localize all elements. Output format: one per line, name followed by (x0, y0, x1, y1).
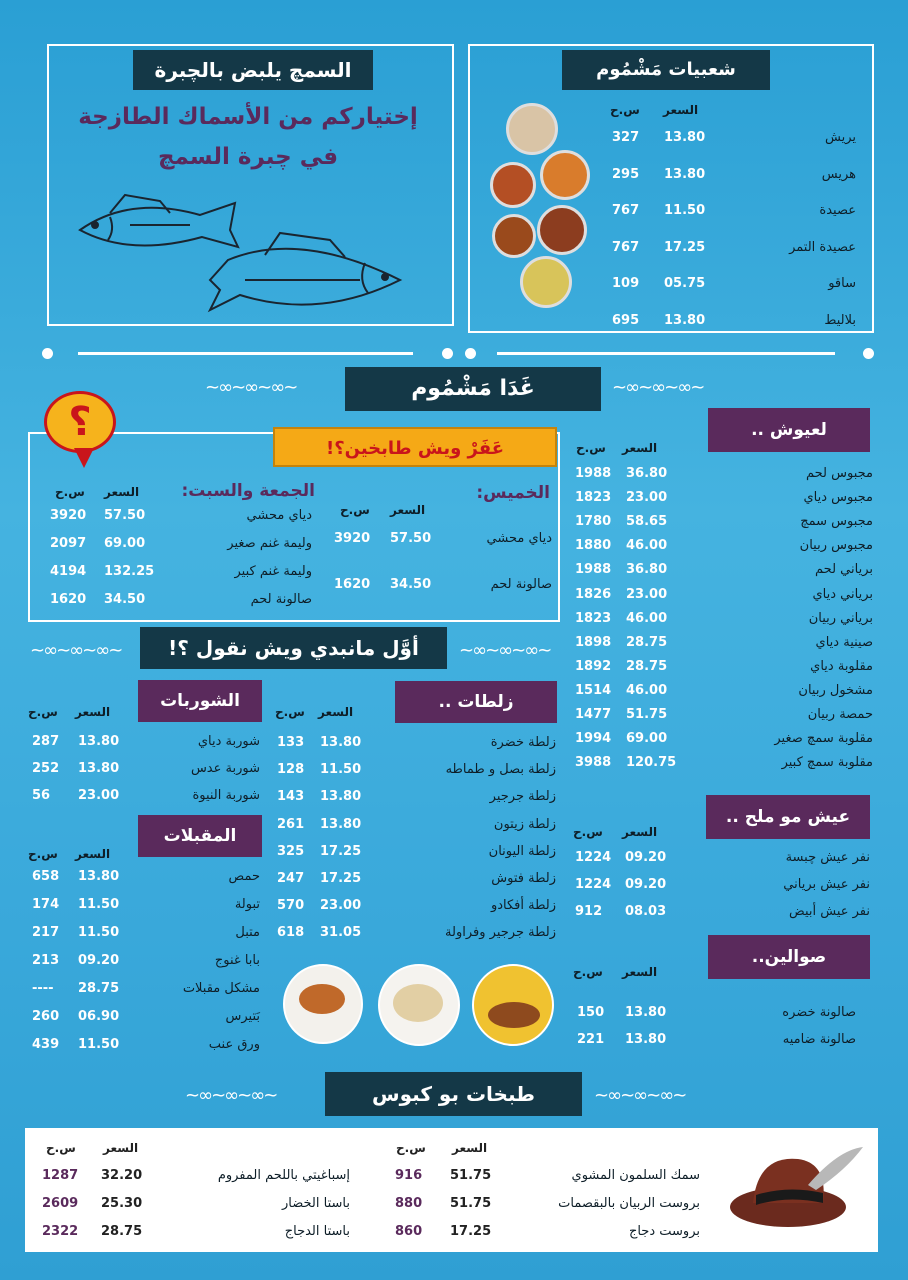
thursday-code-header: س.ح (340, 503, 370, 517)
appetizers-item-name: متبل (235, 925, 260, 940)
soup-photo (283, 964, 363, 1044)
lunch-title: غَدَا مَشْمُوم (345, 367, 601, 411)
thursday-price-header: السعر (390, 503, 426, 517)
laeyoush-item-code: 1823 (575, 610, 612, 626)
bukaboos-left-item-price: 25.30 (101, 1196, 143, 1211)
laeyoush-item-code: 1880 (575, 538, 612, 554)
appetizers-item-price: 06.90 (78, 1009, 120, 1024)
food-bowl-image (506, 103, 558, 155)
ornament-left: ~∞~∞~∞~ (30, 640, 122, 661)
sawaleen-item-price: 13.80 (625, 1032, 667, 1047)
salads-item-name: زلطة اليونان (488, 843, 556, 859)
sawaleen-item-name: صالونة خضره (782, 1005, 856, 1020)
laeyoush-item-code: 1780 (575, 514, 612, 530)
laeyoush-item-code: 1994 (575, 731, 612, 747)
ornament-right: ~∞~∞~∞~ (459, 640, 551, 661)
laeyoush-item-price: 69.00 (626, 731, 668, 747)
salads-item-name: زلطة أفكادو (490, 898, 556, 914)
fish-icon (210, 233, 400, 310)
sawaleen-item-price: 13.80 (625, 1005, 667, 1020)
food-bowl-image (492, 214, 536, 258)
friday-sat-item-name: وليمة غنم كبير (234, 564, 312, 579)
shaabiyat-item-code: 295 (612, 166, 640, 182)
soups-item-name: شوربة عدس (190, 761, 260, 776)
sawaleen-code-header: س.ح (573, 965, 603, 979)
laeyoush-item-name: صينية دياي (815, 634, 873, 650)
salads-price-header: السعر (318, 705, 354, 719)
shaabiyat-title: شعبيات مَشْمُوم (562, 50, 770, 90)
sawaleen-item-name: صالونة ضاميه (782, 1032, 856, 1047)
laeyoush-item-price: 23.00 (626, 586, 668, 602)
laeyoush-item-name: برياني دياي (812, 586, 873, 602)
laeyoush-item-price: 120.75 (626, 755, 677, 771)
soups-item-price: 23.00 (78, 788, 120, 803)
salads-item-price: 23.00 (320, 898, 362, 914)
salads-item-price: 13.80 (320, 816, 362, 832)
shaabiyat-item-name: عصيدة (819, 203, 856, 218)
food-bowl-image (520, 256, 572, 308)
salads-code-header: س.ح (275, 705, 305, 719)
bread-item-name: نفر عيش أبيض (789, 904, 870, 919)
bread-item-name: نفر عيش برياني (783, 877, 870, 892)
fish-banner-line1: إختياركم من الأسماك الطازجة (78, 104, 418, 130)
friday-sat-item-name: دياي محشي (246, 508, 312, 523)
laeyoush-item-name: مشخول ربيان (798, 682, 873, 698)
bukaboos-left-price-header: السعر (103, 1141, 139, 1155)
appetizers-title: المقبلات (138, 815, 262, 857)
bukaboos-left-item-code: 1287 (42, 1168, 79, 1183)
salads-item-code: 570 (277, 898, 305, 914)
fish-icon (80, 195, 238, 247)
shaabiyat-code-header: س.ح (610, 103, 640, 117)
friday-sat-item-price: 132.25 (104, 564, 155, 579)
salads-title: زلطات .. (395, 681, 557, 723)
soups-item-code: 56 (32, 788, 51, 803)
thursday-item-code: 3920 (334, 531, 371, 546)
friday-sat-title: الجمعة والسبت: (181, 481, 315, 501)
bread-code-header: س.ح (573, 825, 603, 839)
laeyoush-item-name: مقلوبة سمچ صغير (774, 731, 873, 747)
friday-sat-item-code: 4194 (50, 564, 87, 579)
bukaboos-right-item-price: 51.75 (450, 1168, 492, 1183)
fish-illustration (70, 185, 430, 325)
appetizers-item-code: 439 (32, 1037, 60, 1052)
soups-item-code: 252 (32, 761, 60, 776)
ornament-left: ~∞~∞~∞~ (185, 1085, 277, 1106)
bukaboos-left-item-code: 2609 (42, 1196, 79, 1211)
fish-banner-title: السمچ يلبض بالچبرة (133, 50, 373, 90)
salads-item-code: 247 (277, 871, 305, 886)
soups-price-header: السعر (75, 705, 111, 719)
awwal-title: أوَّل مانبدي ويش نقول ؟! (140, 627, 447, 669)
laeyoush-item-price: 46.00 (626, 682, 668, 698)
bukaboos-right-item-price: 17.25 (450, 1224, 492, 1239)
salads-item-code: 143 (277, 789, 305, 805)
laeyoush-item-name: مجبوس سمچ (800, 514, 873, 530)
shaabiyat-item-name: يريش (825, 130, 856, 145)
laeyoush-item-name: برياني لحم (815, 562, 873, 578)
laeyoush-item-code: 1988 (575, 466, 612, 481)
bukaboos-right-item-code: 880 (395, 1196, 423, 1211)
laeyoush-item-price: 46.00 (626, 538, 668, 554)
platter-photo (472, 964, 554, 1046)
laeyoush-item-price: 36.80 (626, 562, 668, 578)
bukaboos-left-code-header: س.ح (46, 1141, 76, 1155)
soups-item-code: 287 (32, 734, 60, 749)
laeyoush-item-name: حمصة ربيان (807, 707, 873, 722)
food-bowl-image (537, 205, 587, 255)
ornament-right: ~∞~∞~∞~ (612, 377, 704, 398)
appetizers-item-name: مشكل مقبلات (182, 981, 260, 996)
shaabiyat-item-name: عصيدة التمر (789, 239, 856, 255)
bread-price-header: السعر (622, 825, 658, 839)
ornament-right: ~∞~∞~∞~ (594, 1085, 686, 1106)
laeyoush-item-price: 28.75 (626, 634, 668, 650)
salads-item-price: 17.25 (320, 843, 362, 859)
bukaboos-right-item-code: 860 (395, 1224, 423, 1239)
bread-item-price: 09.20 (625, 850, 667, 865)
shaabiyat-item-price: 05.75 (664, 276, 706, 291)
laeyoush-item-price: 58.65 (626, 514, 668, 530)
feather-hat-icon (728, 1145, 868, 1240)
laeyoush-item-price: 28.75 (626, 658, 668, 674)
bukaboos-left-item-code: 2322 (42, 1224, 79, 1239)
salads-item-price: 11.50 (320, 762, 362, 778)
bread-item-price: 08.03 (625, 904, 667, 919)
shaabiyat-item-price: 13.80 (664, 130, 706, 145)
salads-item-code: 128 (277, 762, 305, 778)
friday-sat-item-code: 1620 (50, 592, 87, 607)
friday-sat-item-name: صالونة لحم (250, 592, 312, 607)
bukaboos-right-item-code: 916 (395, 1168, 423, 1183)
thursday-item-price: 34.50 (390, 577, 432, 592)
bukaboos-left-item-name: باستا الخضار (282, 1196, 350, 1211)
laeyoush-item-code: 1826 (575, 586, 612, 602)
salads-item-price: 13.80 (320, 735, 362, 750)
question-bubble-icon (44, 391, 116, 453)
laeyoush-item-name: مقلوبة سمچ كبير (781, 755, 873, 771)
laeyoush-item-price: 36.80 (626, 466, 668, 481)
laeyoush-item-price: 46.00 (626, 610, 668, 626)
bread-item-price: 09.20 (625, 877, 667, 892)
divider-dot (465, 348, 476, 359)
friday-sat-code-header: س.ح (55, 485, 85, 499)
soups-item-name: شوربة دياي (197, 734, 260, 749)
food-bowl-image (490, 162, 536, 208)
bread-title: عيش مو ملح .. (706, 795, 870, 839)
laeyoush-item-code: 1898 (575, 634, 612, 650)
bread-item-code: 1224 (575, 850, 612, 865)
bukaboos-left-item-price: 32.20 (101, 1168, 143, 1183)
bukaboos-right-item-name: بروست الربيان بالبقصمات (558, 1196, 700, 1211)
laeyoush-item-code: 3988 (575, 755, 612, 771)
laeyoush-item-code: 1514 (575, 682, 612, 698)
friday-sat-item-code: 2097 (50, 536, 87, 551)
sawaleen-price-header: السعر (622, 965, 658, 979)
divider-dot (863, 348, 874, 359)
shaabiyat-item-code: 767 (612, 239, 640, 255)
appetizers-code-header: س.ح (28, 847, 58, 861)
salads-item-name: زلطة فتوش (491, 871, 556, 886)
shaabiyat-item-code: 695 (612, 312, 640, 328)
question-mark: ؟ (68, 399, 92, 445)
divider-dot (442, 348, 453, 359)
appetizers-price-header: السعر (75, 847, 111, 861)
shaabiyat-item-price: 13.80 (664, 312, 706, 328)
divider-dot (42, 348, 53, 359)
soups-item-name: شوربة النيوة (192, 788, 260, 803)
appetizers-item-code: 217 (32, 925, 60, 940)
thursday-item-code: 1620 (334, 577, 371, 592)
bread-item-name: نفر عيش چبسة (785, 850, 870, 865)
soups-item-price: 13.80 (78, 761, 120, 776)
laeyoush-item-name: برياني ربيان (808, 610, 873, 626)
laeyoush-item-name: مجبوس لحم (806, 466, 873, 481)
bukaboos-right-item-name: بروست دجاج (628, 1224, 700, 1239)
shaabiyat-item-name: بلاليط (824, 312, 856, 328)
salads-item-name: زلطة زيتون (493, 816, 556, 832)
soups-title: الشوربات (138, 680, 262, 722)
appetizers-item-code: 213 (32, 953, 60, 968)
salads-item-code: 618 (277, 925, 305, 941)
laeyoush-item-code: 1477 (575, 707, 612, 722)
thursday-title: الخميس: (476, 483, 550, 503)
salads-item-name: زلطة خضرة (490, 735, 556, 750)
laeyoush-item-code: 1892 (575, 658, 612, 674)
soups-code-header: س.ح (28, 705, 58, 719)
laeyoush-item-price: 51.75 (626, 707, 668, 722)
bukaboos-left-item-price: 28.75 (101, 1224, 143, 1239)
bread-item-code: 1224 (575, 877, 612, 892)
sawaleen-title: صوالين.. (708, 935, 870, 979)
divider-line (497, 352, 835, 355)
afar-title: عَفَرْ ويش طابخين؟! (273, 427, 557, 467)
appetizers-item-price: 09.20 (78, 953, 120, 968)
appetizers-item-code: 174 (32, 897, 60, 912)
sawaleen-item-code: 221 (577, 1032, 605, 1047)
laeyoush-item-name: مجبوس ربيان (799, 538, 873, 554)
friday-sat-item-name: وليمة غنم صغير (227, 536, 312, 551)
thursday-item-name: صالونة لحم (490, 577, 552, 592)
salads-item-price: 17.25 (320, 871, 362, 886)
laeyoush-item-price: 23.00 (626, 490, 668, 506)
friday-sat-item-code: 3920 (50, 508, 87, 523)
appetizers-item-price: 11.50 (78, 897, 120, 912)
bread-item-code: 912 (575, 904, 603, 919)
shaabiyat-item-code: 327 (612, 130, 640, 145)
thursday-item-price: 57.50 (390, 531, 432, 546)
soups-item-price: 13.80 (78, 734, 120, 749)
salads-item-code: 261 (277, 816, 305, 832)
appetizers-item-name: بابا غنوج (214, 953, 260, 968)
shaabiyat-item-name: هريس (821, 166, 856, 182)
bukaboos-left-item-name: باستا الدجاج (284, 1224, 350, 1239)
shaabiyat-item-code: 109 (612, 276, 640, 291)
bukaboos-left-item-name: إسباغيتي باللحم المفروم (217, 1168, 350, 1183)
appetizers-item-price: 13.80 (78, 869, 120, 884)
shaabiyat-price-header: السعر (663, 103, 699, 117)
sawaleen-item-code: 150 (577, 1005, 605, 1020)
bukaboos-right-price-header: السعر (452, 1141, 488, 1155)
laeyoush-price-header: السعر (622, 441, 658, 455)
laeyoush-item-code: 1988 (575, 562, 612, 578)
appetizers-item-name: تبولة (234, 897, 260, 912)
laeyoush-title: لعيوش .. (708, 408, 870, 452)
salads-item-code: 133 (277, 735, 305, 750)
appetizers-item-name: ورق عنب (208, 1037, 260, 1052)
fish-banner-line2: في چبرة السمچ (157, 144, 339, 170)
question-bubble-tail (74, 448, 94, 468)
friday-sat-price-header: السعر (104, 485, 140, 499)
food-bowl-image (540, 150, 590, 200)
laeyoush-code-header: س.ح (576, 441, 606, 455)
bukaboos-right-code-header: س.ح (396, 1141, 426, 1155)
bukaboos-right-item-price: 51.75 (450, 1196, 492, 1211)
laeyoush-item-code: 1823 (575, 490, 612, 506)
divider-line (78, 352, 413, 355)
ornament-left: ~∞~∞~∞~ (205, 377, 297, 398)
appetizers-item-price: 11.50 (78, 1037, 120, 1052)
bukaboos-right-item-name: سمك السلمون المشوي (571, 1168, 700, 1183)
friday-sat-item-price: 34.50 (104, 592, 146, 607)
laeyoush-item-name: مجبوس دياي (803, 490, 873, 506)
appetizers-item-code: 260 (32, 1009, 60, 1024)
shaabiyat-item-price: 17.25 (664, 239, 706, 255)
salads-item-price: 31.05 (320, 925, 362, 941)
friday-sat-item-price: 69.00 (104, 536, 146, 551)
appetizers-item-code: ---- (32, 981, 54, 996)
appetizers-item-price: 28.75 (78, 981, 120, 996)
salads-item-code: 325 (277, 843, 305, 859)
shaabiyat-item-code: 767 (612, 203, 640, 218)
laeyoush-item-name: مقلوبة دياي (810, 658, 873, 674)
salads-item-price: 13.80 (320, 789, 362, 805)
friday-sat-item-price: 57.50 (104, 508, 146, 523)
appetizers-item-name: بَتيرس (225, 1009, 260, 1024)
appetizers-item-name: حمص (228, 869, 260, 884)
appetizers-item-code: 658 (32, 869, 60, 884)
bukaboos-title: طبخات بو كبوس (325, 1072, 582, 1116)
salads-item-name: زلطة جرجير (489, 789, 556, 805)
salads-item-name: زلطة جرجير وفراولة (445, 925, 556, 941)
shaabiyat-item-price: 13.80 (664, 166, 706, 182)
shaabiyat-item-name: ساقو (828, 276, 856, 291)
hummus-photo (378, 964, 460, 1046)
salads-item-name: زلطة بصل و طماطه (445, 762, 556, 778)
shaabiyat-item-price: 11.50 (664, 203, 706, 218)
appetizers-item-price: 11.50 (78, 925, 120, 940)
thursday-item-name: دياي محشي (486, 531, 552, 546)
